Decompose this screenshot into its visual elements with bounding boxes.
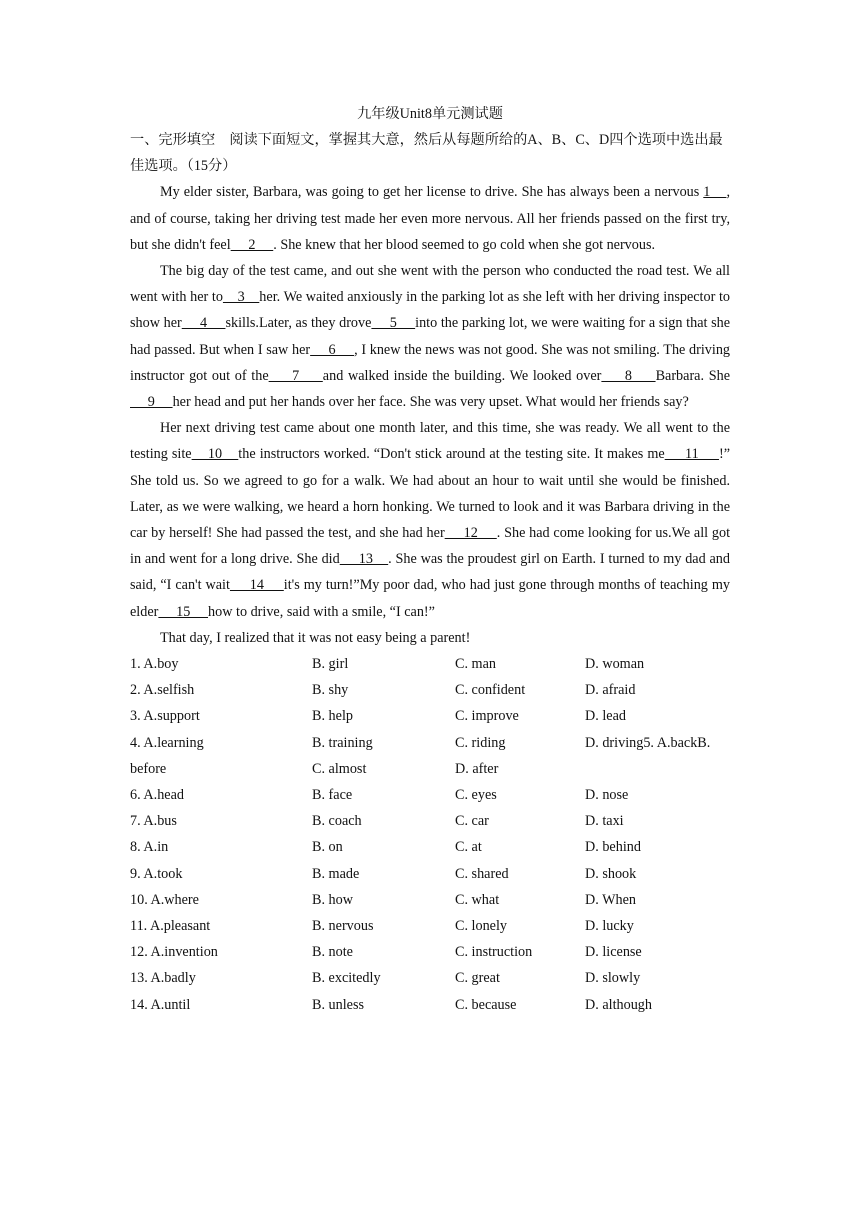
answer-blank: 8 xyxy=(601,367,656,384)
option-row xyxy=(130,782,730,808)
answer-blank: 12 xyxy=(444,525,497,542)
passage-text: My elder sister, Barbara, was going to get her license to drive. She has always been a nervous xyxy=(160,184,704,201)
option-choice: 14. A.until xyxy=(130,996,191,1013)
passage-text: Her next driving test came about one month later, and this time, she was ready. We all went to the testing site xyxy=(130,420,730,463)
answer-blank: 1 xyxy=(703,184,727,201)
passage-text: , and of course, taking her driving test made her even more nervous. All her friends passed on the first try, but she didn't feel xyxy=(130,184,730,253)
option-row xyxy=(130,677,730,703)
answer-blank: 3 xyxy=(222,289,260,306)
option-choice: 7. A.bus xyxy=(130,813,177,830)
option-choice: 1. A.boy xyxy=(130,656,179,673)
option-row xyxy=(130,861,730,887)
option-choice: C. man xyxy=(455,656,496,673)
option-choice: B. training xyxy=(312,734,373,751)
option-row xyxy=(130,834,730,860)
option-choice: before xyxy=(130,760,167,777)
option-choice: C. almost xyxy=(312,760,367,777)
answer-blank: 5 xyxy=(371,315,416,332)
option-choice: D. shook xyxy=(585,865,637,882)
option-choice: 12. A.invention xyxy=(130,944,218,961)
option-choice: 3. A.support xyxy=(130,708,200,725)
option-row xyxy=(130,913,730,939)
passage-text: it's my turn!”My poor dad, who had just gone through months of teaching my elder xyxy=(130,577,730,620)
option-choice: B. face xyxy=(312,787,353,803)
options-list xyxy=(130,651,730,1018)
page-title: 九年级Unit8单元测试题 xyxy=(357,106,503,122)
passage-text: !” She told us. So we agreed to go for a walk. We had about an hour to wait until she would be finished. Later, as we were walking, we heard a horn honking. We turned to look and it was Barbara driving in the car by herself! She had passed the test, and she had her xyxy=(130,446,730,542)
option-choice: D. after xyxy=(455,760,499,777)
option-choice: 2. A.selfish xyxy=(130,682,195,699)
option-row xyxy=(130,651,730,677)
option-choice: B. on xyxy=(312,839,343,856)
option-choice: C. lonely xyxy=(455,917,508,934)
option-row xyxy=(130,887,730,913)
passage-text: . She was the proudest girl on Earth. I turned to my dad and said, “I can't wait xyxy=(130,551,730,594)
answer-blank: 7 xyxy=(268,367,323,384)
document-page xyxy=(130,101,730,1018)
option-choice: D. lead xyxy=(585,708,626,725)
option-row xyxy=(130,808,730,834)
option-choice: D. behind xyxy=(585,839,641,856)
passage-text: , I knew the news was not good. She was not smiling. The driving instructor got out of the xyxy=(130,341,731,384)
option-choice: B. coach xyxy=(312,813,362,830)
passage-paragraph xyxy=(130,179,730,258)
passage-text: That day, I realized that it was not easy being a parent! xyxy=(160,629,471,646)
option-choice: D. nose xyxy=(585,787,629,803)
option-choice: 9. A.took xyxy=(130,865,183,882)
cloze-passage xyxy=(130,179,730,651)
option-row xyxy=(130,756,730,782)
option-row xyxy=(130,730,730,756)
option-choice: C. eyes xyxy=(455,787,497,803)
answer-blank: 10 xyxy=(191,446,239,463)
answer-blank: 14 xyxy=(229,577,284,594)
answer-blank: 4 xyxy=(181,315,226,332)
option-row xyxy=(130,992,730,1018)
option-choice: D. license xyxy=(585,944,642,961)
option-choice: B. shy xyxy=(312,682,349,699)
option-choice: C. great xyxy=(455,970,500,987)
option-choice: 10. A.where xyxy=(130,891,199,908)
passage-text: her. We waited anxiously in the parking lot as she left with her driving inspector to show her xyxy=(130,289,731,332)
option-choice: D. driving5. A.backB. xyxy=(585,734,711,751)
passage-paragraph xyxy=(130,625,730,651)
option-row xyxy=(130,939,730,965)
option-choice: D. lucky xyxy=(585,917,634,934)
option-choice: 13. A.badly xyxy=(130,970,196,987)
option-choice: B. girl xyxy=(312,656,349,673)
option-choice: D. afraid xyxy=(585,682,636,699)
option-choice: 6. A.head xyxy=(130,787,184,803)
answer-blank: 6 xyxy=(310,341,355,358)
option-choice: B. made xyxy=(312,865,360,882)
option-choice: B. note xyxy=(312,944,353,961)
answer-blank: 11 xyxy=(664,446,719,463)
option-choice: B. unless xyxy=(312,996,365,1013)
option-choice: C. because xyxy=(455,996,517,1013)
option-choice: C. shared xyxy=(455,865,509,882)
option-choice: 4. A.learning xyxy=(130,734,204,751)
passage-text: skills.Later, as they drove xyxy=(225,315,372,332)
option-choice: D. slowly xyxy=(585,970,641,987)
option-choice: 11. A.pleasant xyxy=(130,917,211,934)
answer-blank: 2 xyxy=(230,236,274,253)
passage-text: how to drive, said with a smile, “I can!” xyxy=(208,603,435,620)
option-row xyxy=(130,965,730,991)
option-choice: B. how xyxy=(312,891,353,908)
passage-paragraph xyxy=(130,258,730,415)
answer-blank: 9 xyxy=(130,394,173,411)
option-choice: C. at xyxy=(455,839,482,856)
option-choice: C. riding xyxy=(455,734,506,751)
section-header: 一、完形填空 阅读下面短文，掌握其大意，然后从每题所给的A、B、C、D四个选项中选出最佳选项。（15分） xyxy=(130,132,723,175)
option-choice: C. improve xyxy=(455,708,519,725)
option-choice: D. although xyxy=(585,996,652,1013)
answer-blank: 15 xyxy=(158,603,209,620)
passage-text: and walked inside the building. We looked over xyxy=(322,367,602,384)
option-choice: C. confident xyxy=(455,682,526,699)
option-choice: D. woman xyxy=(585,656,645,673)
option-choice: C. what xyxy=(455,891,500,908)
passage-text: The big day of the test came, and out she went with the person who conducted the road test. We all went with her to xyxy=(130,263,730,306)
passage-text: into the parking lot, we were waiting for a sign that she had passed. But when I saw her xyxy=(130,315,731,358)
answer-blank: 13 xyxy=(339,551,389,568)
option-choice: B. nervous xyxy=(312,917,374,934)
option-choice: B. excitedly xyxy=(312,970,381,987)
passage-text: the instructors worked. “Don't stick around at the testing site. It makes me xyxy=(238,446,665,463)
option-choice: 8. A.in xyxy=(130,839,169,856)
option-choice: B. help xyxy=(312,708,353,725)
passage-text: Barbara. She xyxy=(655,367,730,384)
passage-paragraph xyxy=(130,415,730,625)
passage-text: her head and put her hands over her face. She was very upset. What would her friends say? xyxy=(172,394,689,411)
option-choice: D. When xyxy=(585,891,636,908)
passage-text: . She knew that her blood seemed to go cold when she got nervous. xyxy=(273,236,656,253)
option-row xyxy=(130,703,730,729)
option-choice: D. taxi xyxy=(585,813,624,830)
option-choice: C. car xyxy=(455,813,489,830)
passage-text: . She had come looking for us.We all got in and went for a long drive. She did xyxy=(130,525,731,568)
option-choice: C. instruction xyxy=(455,944,533,961)
